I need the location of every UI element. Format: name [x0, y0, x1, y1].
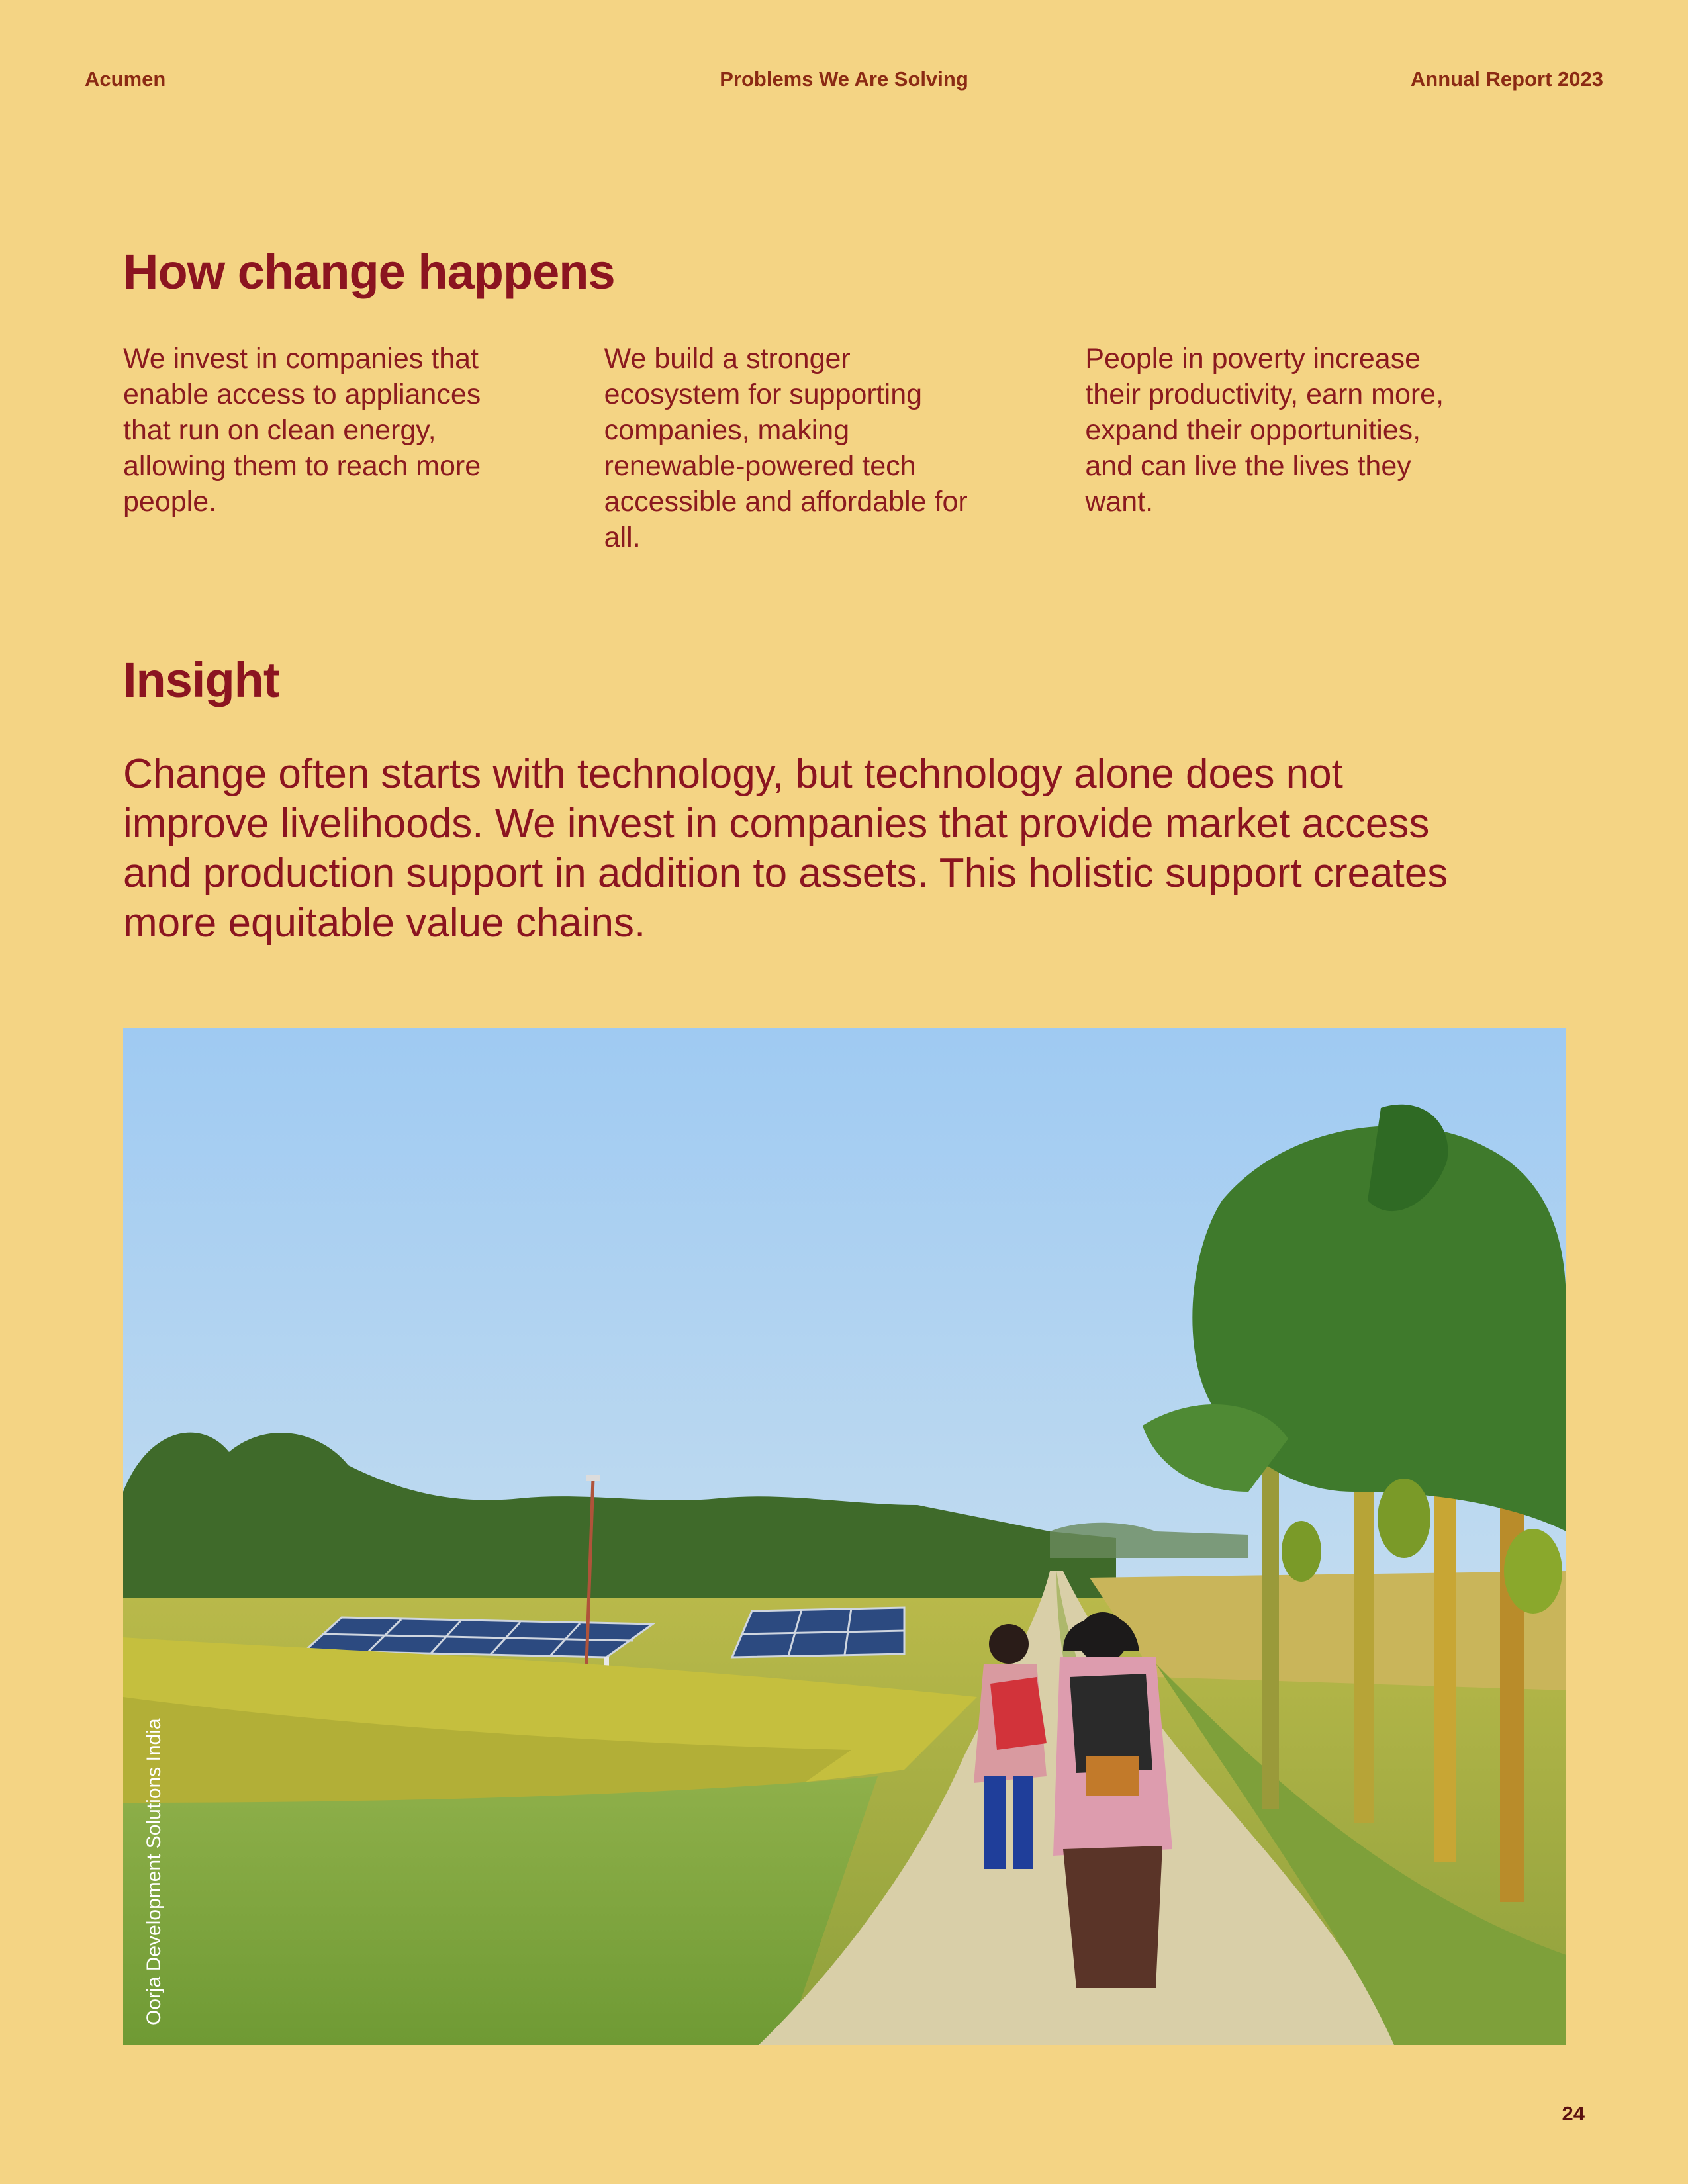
change-column-invest: We invest in companies that enable access to appliances that run on clean energy, allowing them to reach more people.	[123, 343, 481, 518]
photo-credit: Oorja Development Solutions India	[143, 1718, 165, 2025]
how-change-happens-heading: How change happens	[123, 244, 615, 299]
change-column-ecosystem: We build a stronger ecosystem for supporting companies, making renewable-powered tech accessible and affordable for all.	[604, 343, 968, 553]
page-number: 24	[1562, 2102, 1585, 2125]
header-org-name: Acumen	[85, 68, 166, 91]
change-column-outcome: People in poverty increase their productivity, earn more, expand their opportunities, and can live the lives they want.	[1085, 343, 1444, 518]
insight-statement: Change often starts with technology, but technology alone does not improve livelihoods. We invest in companies that provide market access and production support in addition to assets. This holistic support creates more equitable value chains.	[123, 751, 1448, 946]
insight-heading: Insight	[123, 653, 279, 707]
header-section-title: Problems We Are Solving	[720, 68, 968, 91]
change-columns	[123, 341, 1566, 555]
solar-panel-array-right	[732, 1608, 904, 1657]
field-photo	[123, 1028, 1566, 2045]
header-report-title: Annual Report 2023	[1410, 68, 1603, 91]
